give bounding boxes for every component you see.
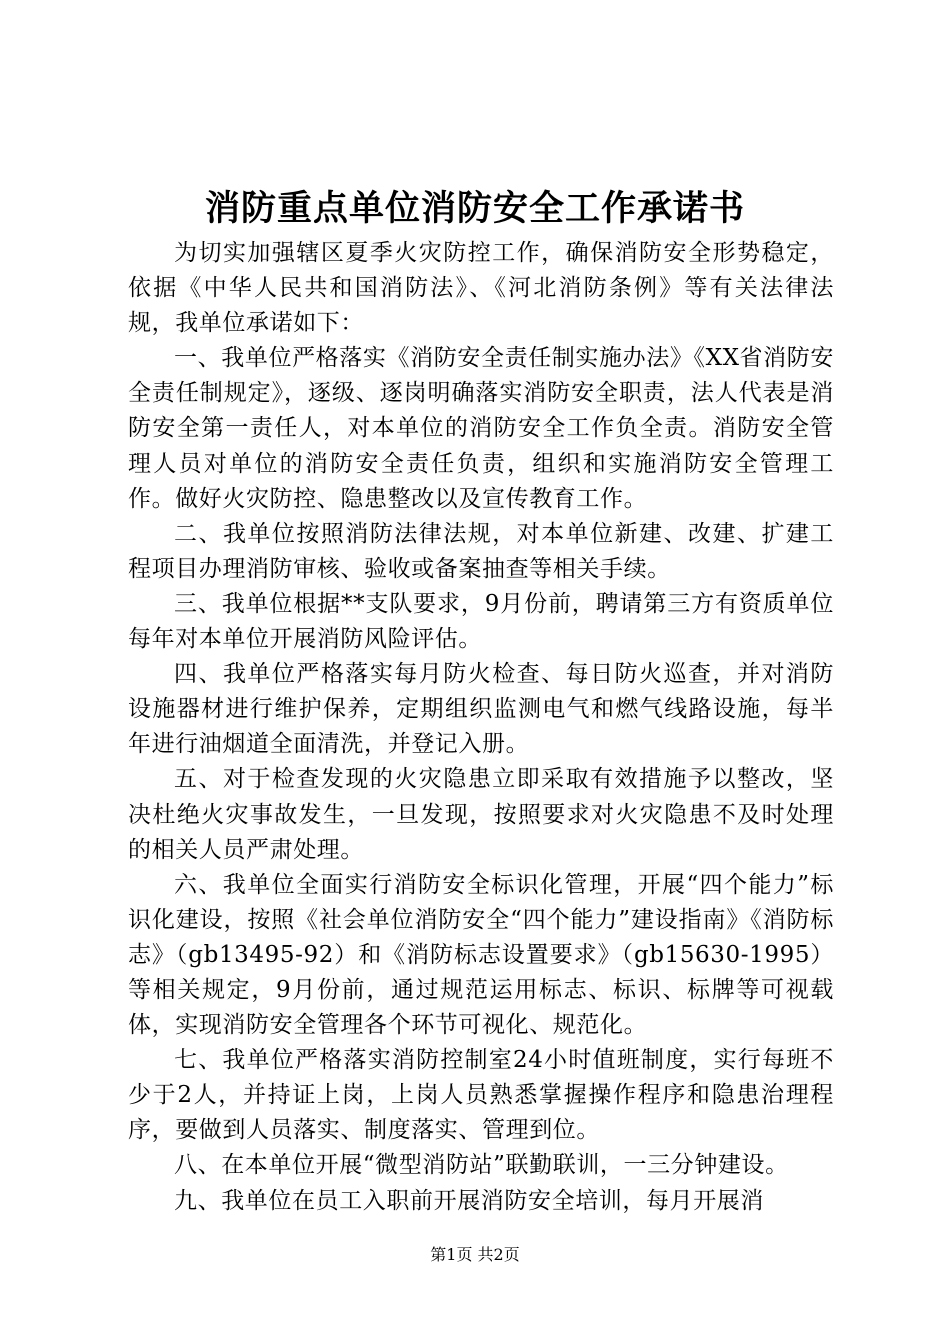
paragraph-intro: 为切实加强辖区夏季火灾防控工作，确保消防安全形势稳定，依据《中华人民共和国消防法》、《河北消防条例》等有关法律法规，我单位承诺如下：: [128, 240, 834, 337]
paragraph-item-5: 五、对于检查发现的火灾隐患立即采取有效措施予以整改，坚决杜绝火灾事故发生，一旦发现，按照要求对火灾隐患不及时处理的相关人员严肃处理。: [128, 766, 834, 863]
paragraph-item-4: 四、我单位严格落实每月防火检查、每日防火巡查，并对消防设施器材进行维护保养，定期组织监测电气和燃气线路设施，每半年进行油烟道全面清洗，并登记入册。: [128, 661, 834, 758]
document-title: 消防重点单位消防安全工作承诺书: [204, 188, 745, 229]
paragraph-item-8: 八、在本单位开展“微型消防站”联勤联训，一三分钟建设。: [174, 1152, 789, 1179]
paragraph-item-3: 三、我单位根据**支队要求，9月份前，聘请第三方有资质单位每年对本单位开展消防风险评估。: [128, 590, 834, 653]
paragraph-item-2: 二、我单位按照消防法律法规，对本单位新建、改建、扩建工程项目办理消防审核、验收或备案抽查等相关手续。: [128, 520, 834, 582]
paragraph-item-1: 一、我单位严格落实《消防安全责任制实施办法》《XX省消防安全责任制规定》，逐级、逐岗明确落实消防安全职责，法人代表是消防安全第一责任人，对本单位的消防安全工作负全责。消防安全管理人员对单位的消防安全责任负责，组织和实施消防安全管理工作。做好火灾防控、隐患整改以及宣传教育工作。: [128, 345, 834, 512]
paragraph-item-9: 九、我单位在员工入职前开展消防安全培训，每月开展消: [174, 1187, 764, 1214]
document-body: [128, 236, 834, 1219]
paragraph-item-6: 六、我单位全面实行消防安全标识化管理，开展“四个能力”标识化建设，按照《社会单位消防安全“四个能力”建设指南》《消防标志》（gb13495-92）和《消防标志设置要求》（gb15630-1995）等相关规定，9月份前，通过规范运用标志、标识、标牌等可视载体，实现消防安全管理各个环节可视化、规范化。: [128, 871, 834, 1039]
paragraph-item-7: 七、我单位严格落实消防控制室24小时值班制度，实行每班不少于2人，并持证上岗，上岗人员熟悉掌握操作程序和隐患治理程序，要做到人员落实、制度落实、管理到位。: [128, 1047, 834, 1144]
page-number-footer: 第1页 共2页: [430, 1245, 520, 1264]
